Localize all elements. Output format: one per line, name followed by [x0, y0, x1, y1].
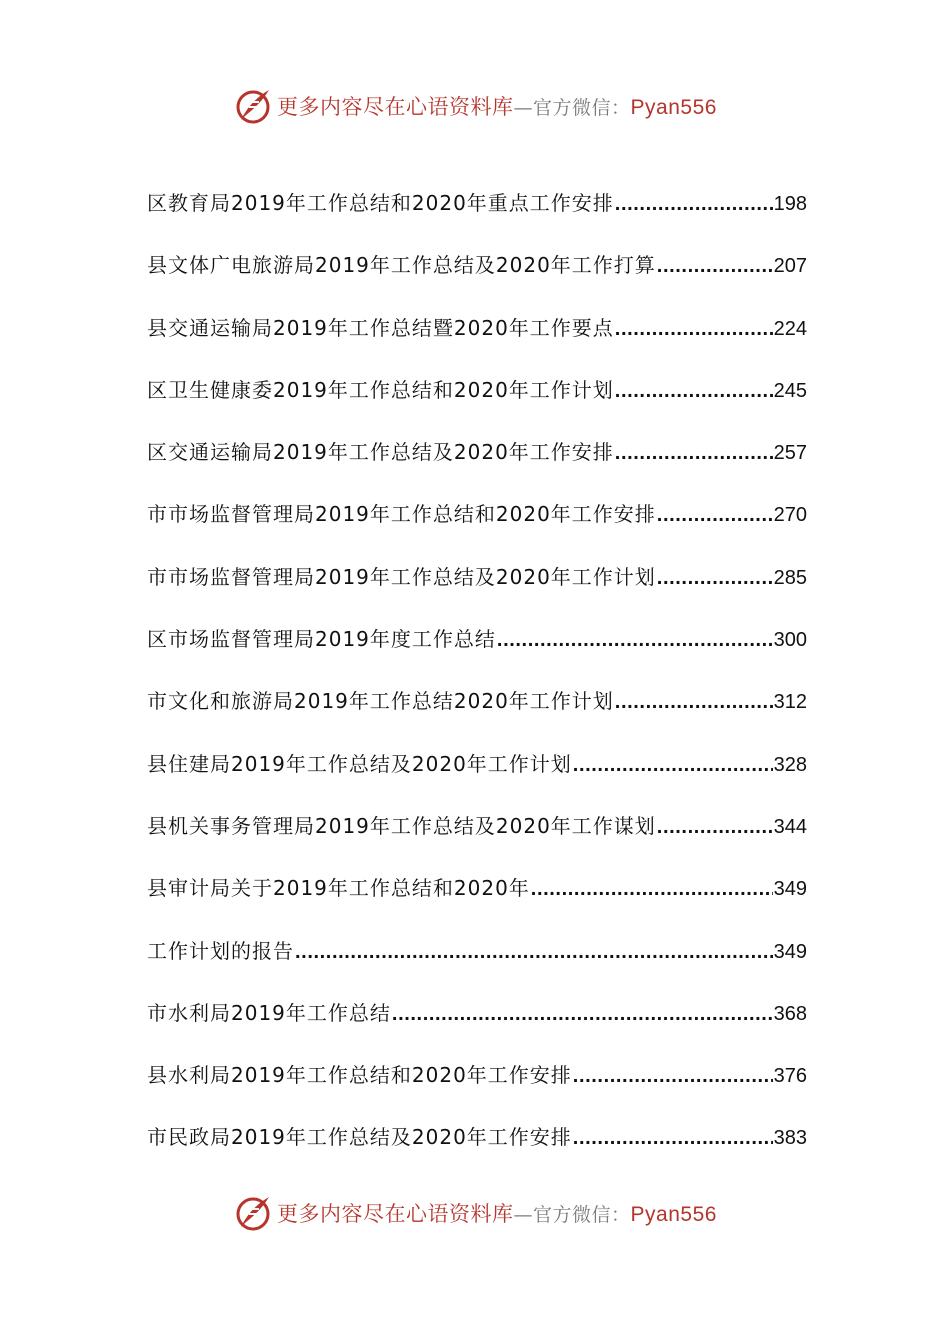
banner-dash: —	[513, 1204, 534, 1226]
toc-page-number: 383	[773, 1127, 807, 1150]
toc-dot-leader	[295, 927, 773, 977]
toc-dot-leader	[497, 615, 773, 665]
toc-dot-leader	[657, 802, 773, 852]
toc-entry[interactable]	[147, 614, 807, 676]
toc-entry-title: 区教育局2019年工作总结和2020年重点工作安排	[147, 191, 614, 215]
banner-dash: —	[513, 97, 534, 119]
toc-page-number: 344	[773, 815, 807, 838]
toc-entry-title: 县文体广电旅游局2019年工作总结及2020年工作打算	[147, 253, 656, 278]
banner-wechat-id: Pyan556	[630, 96, 717, 119]
toc-entry[interactable]	[147, 739, 807, 801]
toc-entry-title: 工作计划的报告	[147, 938, 294, 963]
banner-main-text: 更多内容尽在心语资料库	[277, 1202, 514, 1226]
toc-entry[interactable]	[147, 489, 807, 551]
banner-sub-text: 官方微信：	[533, 1204, 631, 1226]
banner-main-text: 更多内容尽在心语资料库	[277, 95, 514, 119]
banner-text	[277, 91, 717, 121]
toc-page-number: 328	[773, 753, 807, 776]
toc-dot-leader	[615, 304, 773, 354]
toc-entry-title: 区市场监督管理局2019年度工作总结	[147, 627, 496, 652]
toc-page-number: 257	[773, 442, 807, 465]
toc-entry-title: 区交通运输局2019年工作总结及2020年工作安排	[147, 440, 614, 465]
toc-entry[interactable]	[147, 926, 807, 988]
banner-wechat-id: Pyan556	[630, 1203, 717, 1226]
toc-entry-title: 市文化和旅游局2019年工作总结2020年工作计划	[147, 689, 614, 714]
toc-page-number: 368	[773, 1002, 807, 1025]
toc-page-number: 285	[773, 566, 807, 589]
toc-entry-title: 县住建局2019年工作总结及2020年工作计划	[147, 751, 572, 776]
toc-dot-leader	[573, 1051, 773, 1101]
toc-page-number: 245	[773, 379, 807, 402]
toc-page-number: 207	[773, 255, 807, 278]
toc-entry-title: 市市场监督管理局2019年工作总结及2020年工作计划	[147, 564, 656, 589]
toc-dot-leader	[615, 677, 773, 727]
toc-entry[interactable]	[147, 676, 807, 738]
toc-dot-leader	[573, 1113, 773, 1163]
footer-banner	[0, 1191, 950, 1235]
toc-page-number: 312	[773, 691, 807, 714]
quill-pen-logo-icon	[233, 1193, 273, 1233]
toc-entry-title: 县审计局关于2019年工作总结和2020年	[147, 876, 530, 901]
toc-entry[interactable]	[147, 178, 807, 240]
toc-dot-leader	[615, 366, 773, 416]
toc-entry[interactable]	[147, 303, 807, 365]
toc-entry[interactable]	[147, 427, 807, 489]
toc-page-number: 224	[773, 317, 807, 340]
toc-dot-leader	[615, 428, 773, 478]
toc-entry[interactable]	[147, 240, 807, 302]
toc-dot-leader	[657, 553, 773, 603]
toc-page-number: 198	[773, 193, 807, 215]
toc-entry[interactable]	[147, 1112, 807, 1174]
toc-entry-title: 市水利局2019年工作总结	[147, 1000, 391, 1025]
toc-dot-leader	[615, 179, 773, 229]
toc-entry[interactable]	[147, 863, 807, 925]
toc-entry[interactable]	[147, 1050, 807, 1112]
toc-entry[interactable]	[147, 365, 807, 427]
toc-entry-title: 市市场监督管理局2019年工作总结和2020年工作安排	[147, 502, 656, 527]
toc-dot-leader	[573, 740, 773, 790]
toc-page-number: 349	[773, 940, 807, 963]
toc-entry-title: 县水利局2019年工作总结和2020年工作安排	[147, 1063, 572, 1088]
toc-page-number: 300	[773, 629, 807, 652]
header-banner	[0, 84, 950, 128]
toc-dot-leader	[657, 490, 773, 540]
toc-entry-title: 县交通运输局2019年工作总结暨2020年工作要点	[147, 315, 614, 340]
toc-page-number: 349	[773, 878, 807, 901]
toc-entry-title: 县机关事务管理局2019年工作总结及2020年工作谋划	[147, 813, 656, 838]
toc-entry-title: 市民政局2019年工作总结及2020年工作安排	[147, 1125, 572, 1150]
toc-page-number: 376	[773, 1065, 807, 1088]
toc-entry[interactable]	[147, 988, 807, 1050]
toc-entry[interactable]	[147, 552, 807, 614]
toc-dot-leader	[657, 241, 773, 291]
toc-page-number: 270	[773, 504, 807, 527]
toc-dot-leader	[392, 989, 773, 1039]
table-of-contents	[147, 178, 807, 1175]
banner-sub-text: 官方微信：	[533, 97, 631, 119]
quill-pen-logo-icon	[233, 86, 273, 126]
toc-entry[interactable]	[147, 801, 807, 863]
banner-text	[277, 1198, 717, 1228]
toc-dot-leader	[531, 864, 773, 914]
toc-entry-title: 区卫生健康委2019年工作总结和2020年工作计划	[147, 377, 614, 402]
